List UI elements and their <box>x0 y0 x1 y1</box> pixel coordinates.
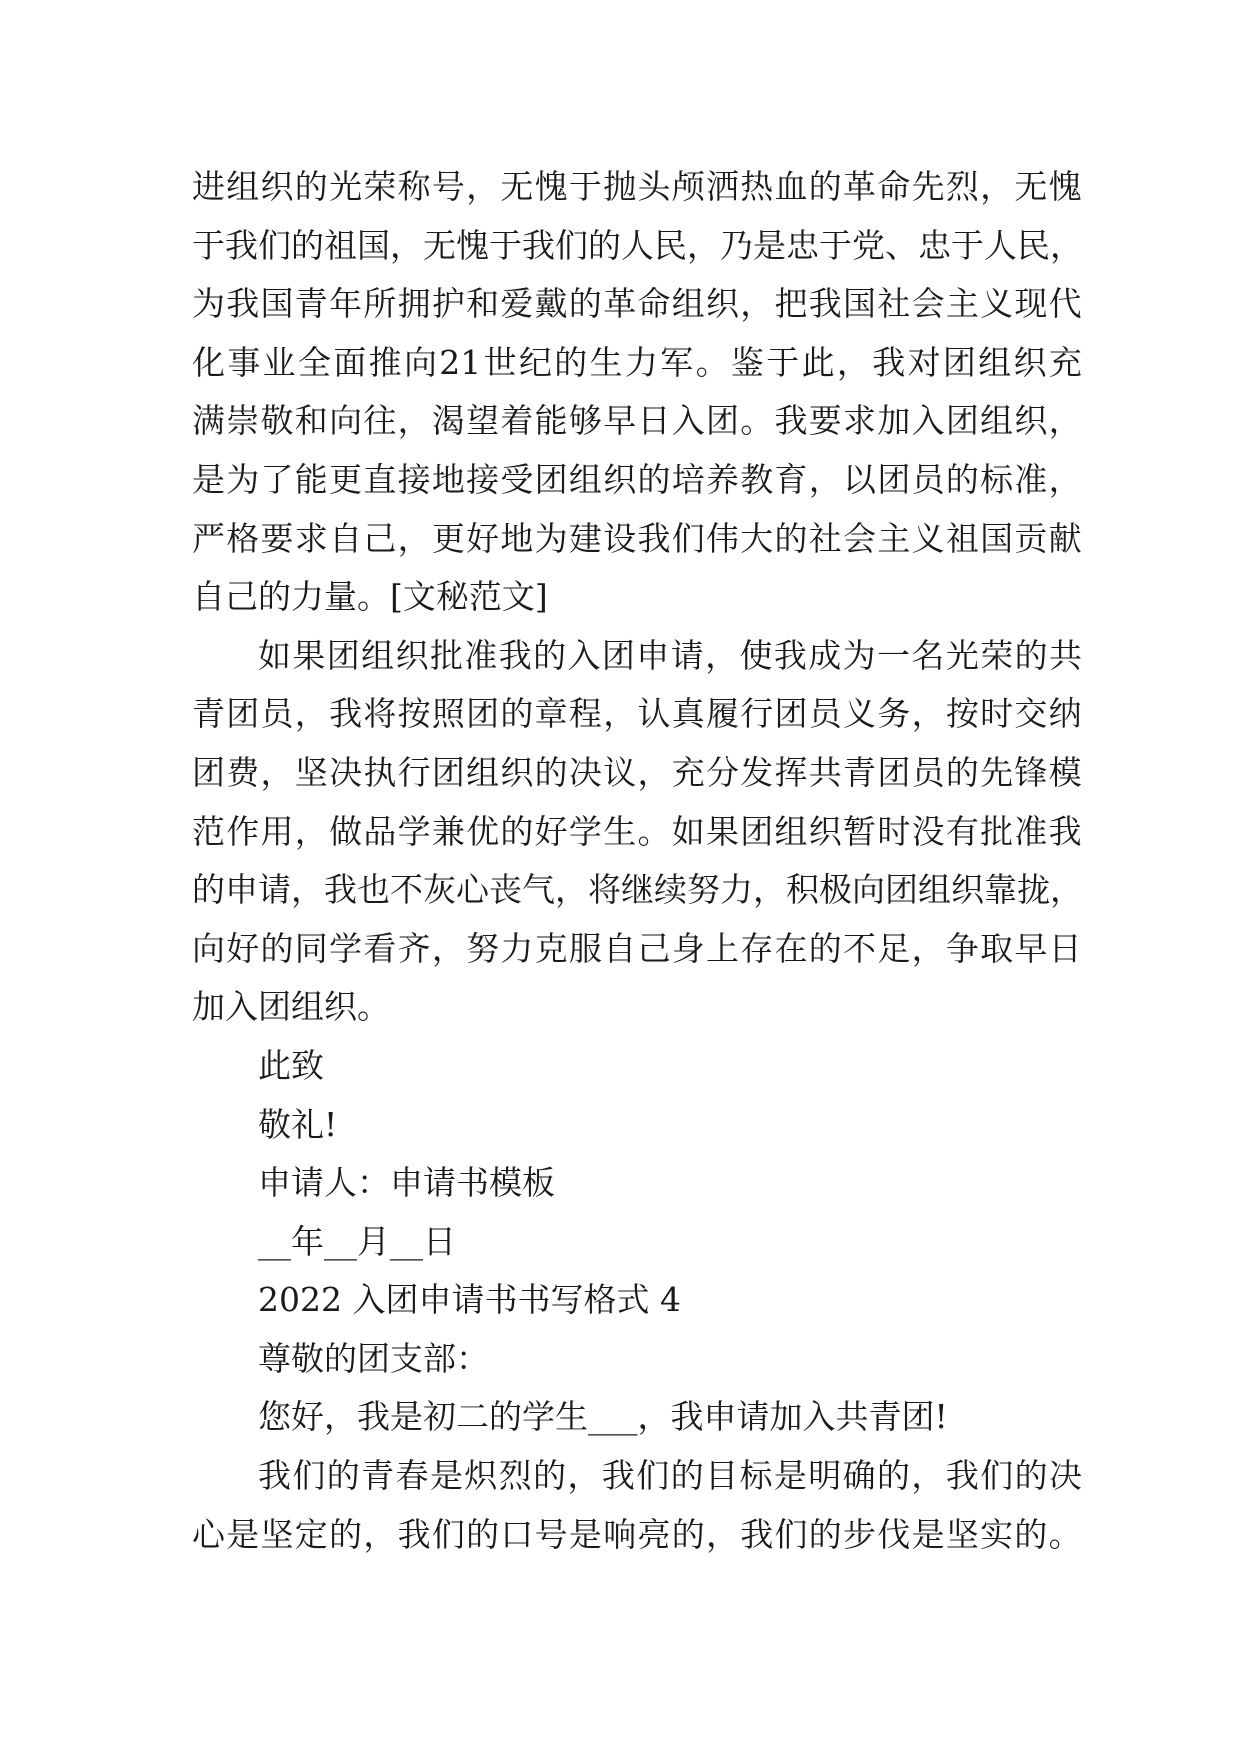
text-line: 为 我 国 青 年 所 拥 护 和 爱 戴 的 革 命 组 织 ， 把 我 国 社 会 主 义 现 代 <box>192 284 1082 324</box>
text-line: 尊敬的团支部： <box>258 1338 489 1378</box>
text-line: 满 崇 敬 和 向 往 ， 渴 望 着 能 够 早 日 入 团 。 我 要 求 加 入 团 组 织 ， <box>192 401 1082 441</box>
text-line: 2022 入团申请书书写格式 4 <box>258 1280 681 1320</box>
document-body <box>192 158 1082 1564</box>
text-line: 于 我 们 的 祖 国 ， 无 愧 于 我 们 的 人 民 ， 乃 是 忠 于 党 、 忠 于 人 民 ， <box>192 225 1083 265</box>
text-line: 团 费 ， 坚 决 执 行 团 组 织 的 决 议 ， 充 分 发 挥 共 青 团 员 的 先 锋 模 <box>192 752 1082 792</box>
text-line: 敬礼! <box>258 1104 338 1144</box>
text-line: 您好，我是初二的学生___，我申请加入共青团! <box>258 1397 948 1437</box>
text-line: 的 申 请 ， 我 也 不 灰 心 丧 气 ， 将 继 续 努 力 ， 积 极 向 团 组 织 靠 拢 ， <box>192 870 1083 910</box>
text-line: 申请人：申请书模板 <box>258 1163 555 1203</box>
text-line: 加入团组织。 <box>192 987 390 1027</box>
text-line: 自己的力量。[文秘范文] <box>192 577 548 617</box>
text-line: 范 作 用 ， 做 品 学 兼 优 的 好 学 生 。 如 果 团 组 织 暂 时 没 有 批 准 我 <box>192 811 1082 851</box>
text-line: 此致 <box>258 1045 324 1085</box>
text-line: 心 是 坚 定 的 ， 我 们 的 口 号 是 响 亮 的 ， 我 们 的 步 伐 是 坚 实 的 。 <box>192 1514 1082 1554</box>
text-line: __年__月__日 <box>258 1221 456 1261</box>
text-line: 青 团 员 ， 我 将 按 照 团 的 章 程 ， 认 真 履 行 团 员 义 务 ， 按 时 交 纳 <box>192 694 1082 734</box>
text-line: 我 们 的 青 春 是 炽 烈 的 ， 我 们 的 目 标 是 明 确 的 ， 我 们 的 决 <box>258 1456 1082 1496</box>
text-line: 严 格 要 求 自 己 ， 更 好 地 为 建 设 我 们 伟 大 的 社 会 主 义 祖 国 贡 献 <box>192 518 1082 558</box>
text-line: 化 事 业 全 面 推 向 21 世 纪 的 生 力 军 。 鉴 于 此 ， 我 对 团 组 织 充 <box>192 342 1082 382</box>
text-line: 向 好 的 同 学 看 齐 ， 努 力 克 服 自 己 身 上 存 在 的 不 足 ， 争 取 早 日 <box>192 928 1082 968</box>
text-line: 如 果 团 组 织 批 准 我 的 入 团 申 请 ， 使 我 成 为 一 名 光 荣 的 共 <box>258 635 1082 675</box>
text-line: 进 组 织 的 光 荣 称 号 ， 无 愧 于 抛 头 颅 洒 热 血 的 革 命 先 烈 ， 无 愧 <box>192 167 1082 206</box>
text-line: 是 为 了 能 更 直 接 地 接 受 团 组 织 的 培 养 教 育 ， 以 团 员 的 标 准 ， <box>192 459 1082 499</box>
